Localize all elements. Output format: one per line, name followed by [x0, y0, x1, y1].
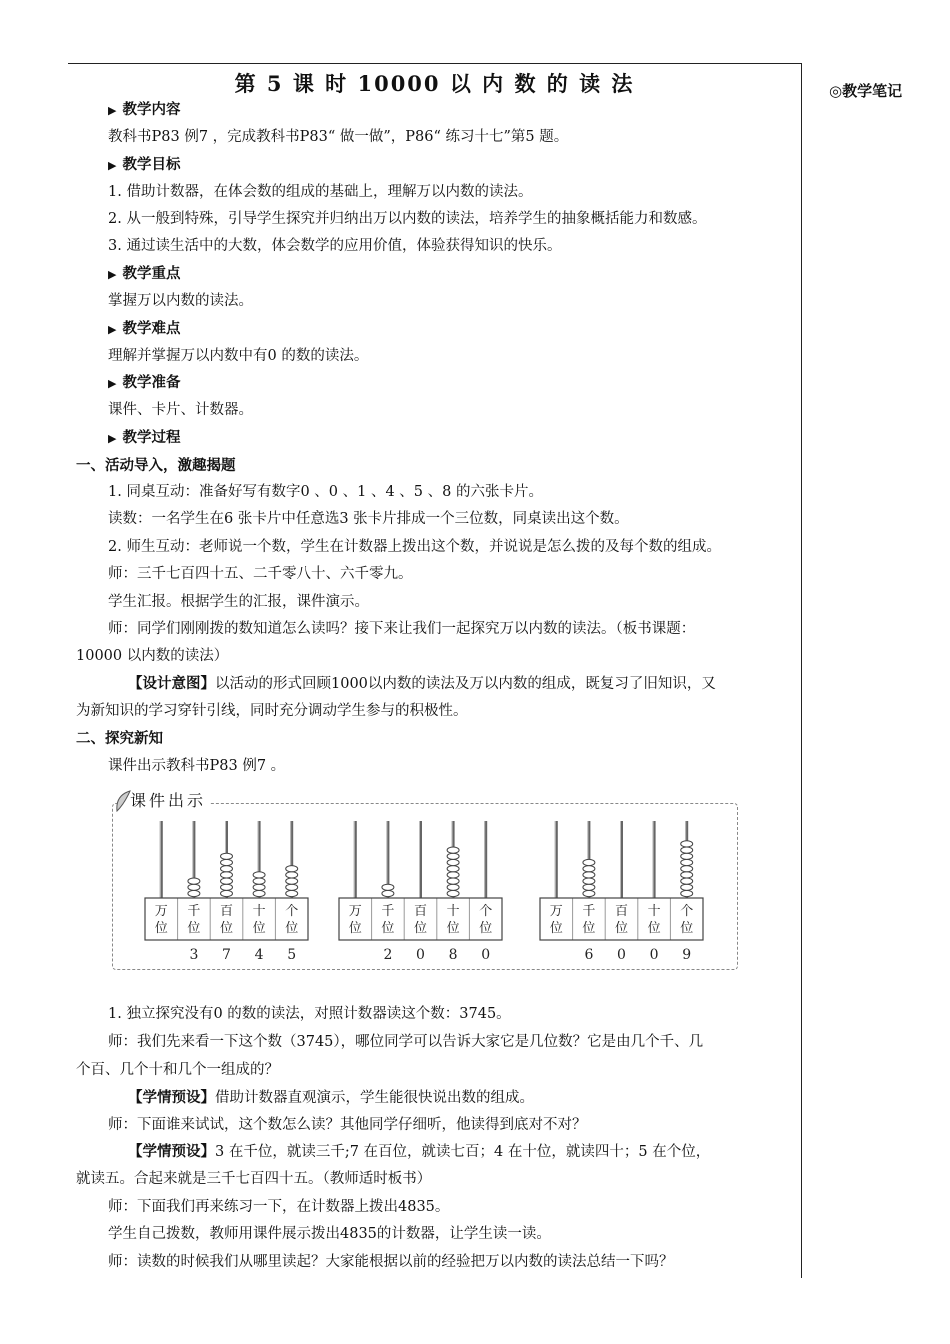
- abacus-digit: 4: [254, 947, 264, 963]
- part1-line-2: 读数：一名学生在6 张卡片中任意选3 张卡片排成一个三位数，同桌读出这个数。: [108, 511, 629, 527]
- part2-p5: 师：下面谁来试试，这个数怎么读？其他同学仔细听，他读得到底对不对？: [108, 1117, 587, 1133]
- part1-line-4: 师：三千七百四十五、二千零八十、六千零九。: [108, 566, 413, 582]
- abacus-digit: 6: [584, 947, 594, 963]
- place-label: 位: [252, 921, 266, 936]
- place-label: 十: [446, 904, 460, 919]
- abacus-bead: [681, 872, 693, 878]
- place-label: 千: [582, 904, 596, 919]
- place-label: 位: [446, 921, 460, 936]
- abacus-digit: 0: [649, 947, 659, 963]
- abacus-digit: 0: [617, 947, 626, 963]
- teaching-notes-label: ◎教学笔记: [829, 82, 903, 100]
- abacus-digit: 7: [222, 947, 231, 963]
- heading-goal: ▶ 教学目标: [108, 156, 181, 173]
- part2-p9: 学生自己拨数，教师用课件展示拨出4835的计数器，让学生读一读。: [108, 1226, 551, 1242]
- abacus-digit: 9: [682, 947, 692, 963]
- abacus-bead: [221, 890, 233, 896]
- abacus-bead: [583, 890, 595, 896]
- place-label: 百: [413, 904, 428, 919]
- place-label: 位: [154, 921, 168, 936]
- place-label: 位: [479, 921, 493, 936]
- place-label: 千: [381, 904, 395, 919]
- abacus-bead: [286, 884, 298, 890]
- triangle-icon: ▶: [108, 323, 117, 336]
- part2-p10: 师：读数的时候我们从哪里读起？大家能根据以前的经验把万以内数的读法总结一下吗？: [108, 1254, 674, 1270]
- place-label: 位: [348, 921, 362, 936]
- abacus-bead: [286, 866, 298, 872]
- abacus-bead: [188, 878, 200, 884]
- part2-p2: 师：我们先来看一下这个数（3745），哪位同学可以告诉大家它是几位数？它是由几个千、几: [108, 1034, 704, 1050]
- abacus-digit: 2: [383, 947, 393, 963]
- heading-process: ▶ 教学过程: [108, 429, 181, 446]
- place-label: 千: [187, 904, 201, 919]
- abacus-bead: [681, 878, 693, 884]
- design-intent-1: 【设计意图】以活动的形式回顾1000以内数的读法及万以内数的组成，既复习了旧知识，又: [128, 675, 716, 692]
- key-text: 掌握万以内数的读法。: [108, 293, 253, 309]
- place-label: 位: [549, 921, 563, 936]
- abacus-bead: [681, 866, 693, 872]
- part1-line-3: 2. 师生互动：老师说一个数，学生在计数器上拨出这个数，并说说是怎么拨的及每个数的组成。: [108, 539, 721, 555]
- abacus-bead: [447, 859, 459, 865]
- heading-prep: ▶ 教学准备: [108, 374, 181, 391]
- place-label: 个: [479, 904, 493, 919]
- abacus-bead: [286, 872, 298, 878]
- place-label: 个: [285, 904, 299, 919]
- place-label: 个: [680, 904, 694, 919]
- abacus-bead: [447, 866, 459, 872]
- heading-key: ▶ 教学重点: [108, 265, 181, 282]
- place-label: 万: [549, 904, 563, 919]
- abacus-bead: [447, 878, 459, 884]
- abacus-bead: [221, 872, 233, 878]
- abacus-bead: [221, 866, 233, 872]
- place-label: 位: [647, 921, 661, 936]
- abacus-digit: 8: [448, 947, 458, 963]
- triangle-icon: ▶: [108, 432, 117, 445]
- part2-p6: 【学情预设】3 在千位，就读三千;7 在百位，就读七百；4 在十位，就读四十；5 在个位，: [128, 1143, 711, 1160]
- part2-p4: 【学情预设】借助计数器直观演示，学生能很快说出数的组成。: [128, 1089, 534, 1106]
- abacus-bead: [188, 884, 200, 890]
- place-label: 位: [413, 921, 428, 936]
- abacus-bead: [188, 890, 200, 896]
- place-label: 位: [582, 921, 596, 936]
- heading-difficulty: ▶ 教学难点: [108, 320, 181, 337]
- part1-line-7: 10000 以内数的读法）: [76, 648, 229, 664]
- part2-line-1: 课件出示教科书P83 例7 。: [108, 758, 286, 774]
- abacus-bead: [221, 878, 233, 884]
- part2-p1: 1. 独立探究没有0 的数的读法，对照计数器读这个数：3745。: [108, 1006, 511, 1022]
- content-text: 教科书P83 例7 ，完成教科书P83“ 做一做”，P86“ 练习十七”第5 题。: [108, 129, 569, 145]
- part1-line-1: 1. 同桌互动：准备好写有数字0 、0 、1 、4 、5 、8 的六张卡片。: [108, 484, 543, 500]
- triangle-icon: ▶: [108, 104, 117, 117]
- abacus-bead: [382, 884, 394, 890]
- abacus-bead: [447, 890, 459, 896]
- abacus-bead: [447, 847, 459, 853]
- place-label: 百: [614, 904, 629, 919]
- place-label: 十: [252, 904, 266, 919]
- part2-p3: 个百、几个十和几个一组成的？: [76, 1062, 279, 1078]
- abacus-bead: [447, 853, 459, 859]
- place-label: 十: [647, 904, 661, 919]
- abacus-bead: [681, 853, 693, 859]
- courseware-label: 课件出示: [118, 788, 210, 811]
- difficulty-text: 理解并掌握万以内数中有0 的数的读法。: [108, 348, 369, 364]
- triangle-icon: ▶: [108, 268, 117, 281]
- abacus-bead: [286, 890, 298, 896]
- abacus-digit: 0: [481, 947, 491, 963]
- part2-p7: 就读五。合起来就是三千七百四十五。（教师适时板书）: [76, 1171, 432, 1187]
- abacus-bead: [583, 878, 595, 884]
- abacus-bead: [286, 878, 298, 884]
- part1-line-6: 师：同学们刚刚拨的数知道怎么读吗？接下来让我们一起探究万以内数的读法。（板书课题：: [108, 621, 696, 637]
- page-title: 第 5 课 时 10000 以 内 数 的 读 法: [234, 71, 635, 96]
- abacus-digit: 3: [189, 947, 199, 963]
- abacus-digit: 5: [287, 947, 297, 963]
- place-label: 百: [219, 904, 234, 919]
- heading-content: ▶ 教学内容: [108, 101, 181, 118]
- place-label: 位: [680, 921, 694, 936]
- goal-1: 1. 借助计数器，在体会数的组成的基础上，理解万以内数的读法。: [108, 184, 533, 200]
- abacus-bead: [447, 872, 459, 878]
- part2-p8: 师：下面我们再来练习一下，在计数器上拨出4835。: [108, 1199, 450, 1215]
- abacus-digit: 0: [416, 947, 425, 963]
- prep-text: 课件、卡片、计数器。: [108, 402, 253, 418]
- goal-2: 2. 从一般到特殊，引导学生探究并归纳出万以内数的读法，培养学生的抽象概括能力和数感。: [108, 211, 707, 227]
- place-label: 位: [614, 921, 629, 936]
- abacus-bead: [681, 884, 693, 890]
- abacus-bead: [253, 890, 265, 896]
- triangle-icon: ▶: [108, 159, 117, 172]
- abacus-bead: [221, 884, 233, 890]
- abacus-bead: [583, 872, 595, 878]
- abacus-bead: [681, 841, 693, 847]
- abacus-bead: [253, 878, 265, 884]
- part2-heading: 二、探究新知: [76, 730, 163, 747]
- goal-3: 3. 通过读生活中的大数，体会数学的应用价值，体验获得知识的快乐。: [108, 238, 562, 254]
- abacus-bead: [681, 859, 693, 865]
- place-label: 位: [381, 921, 395, 936]
- abacus-bead: [253, 872, 265, 878]
- abacus-bead: [583, 884, 595, 890]
- abacus-bead: [681, 890, 693, 896]
- abacus-bead: [447, 884, 459, 890]
- place-label: 万: [154, 904, 168, 919]
- part1-line-5: 学生汇报。根据学生的汇报，课件演示。: [108, 594, 369, 610]
- abacus-bead: [253, 884, 265, 890]
- design-intent-2: 为新知识的学习穿针引线，同时充分调动学生参与的积极性。: [76, 703, 468, 719]
- abacus-bead: [221, 859, 233, 865]
- abacus-bead: [382, 890, 394, 896]
- place-label: 万: [348, 904, 362, 919]
- part1-heading: 一、活动导入，激趣揭题: [76, 457, 236, 474]
- place-label: 位: [187, 921, 201, 936]
- abacus-bead: [583, 859, 595, 865]
- triangle-icon: ▶: [108, 377, 117, 390]
- abacus-bead: [681, 847, 693, 853]
- place-label: 位: [285, 921, 299, 936]
- abacus-bead: [583, 866, 595, 872]
- place-label: 位: [219, 921, 234, 936]
- abacus-bead: [221, 853, 233, 859]
